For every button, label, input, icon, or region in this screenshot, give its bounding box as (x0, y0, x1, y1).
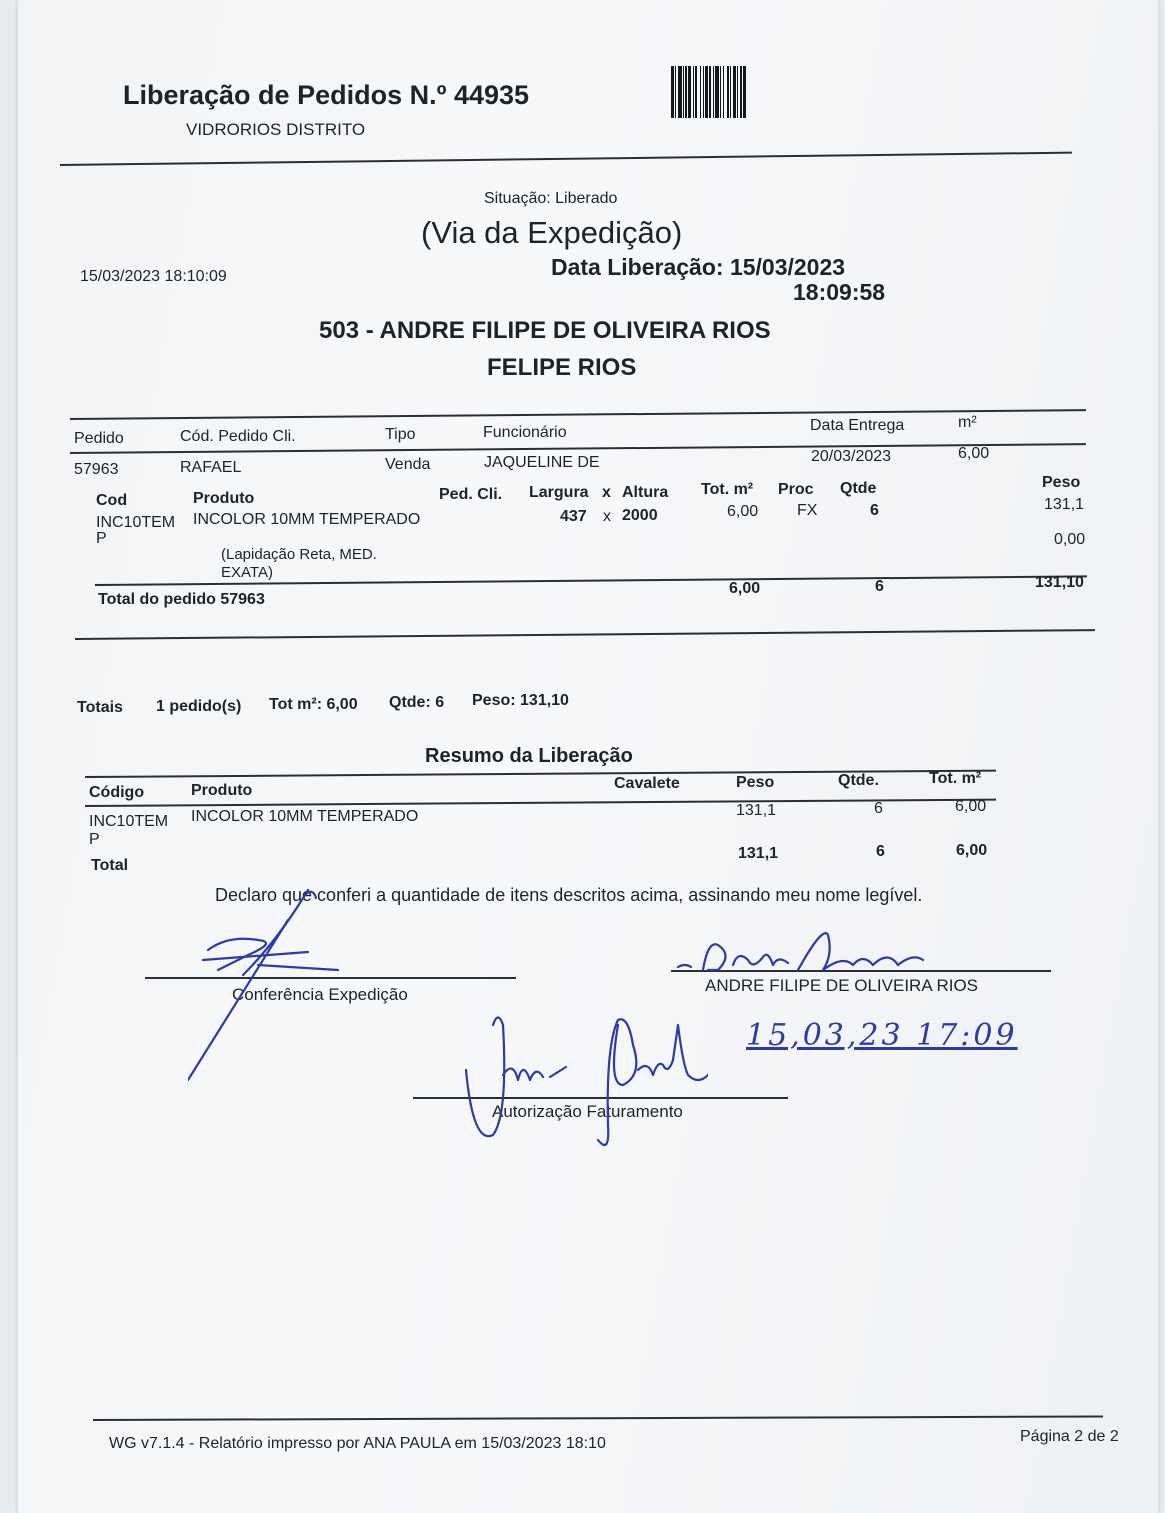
item-col-proc: Proc (778, 481, 814, 498)
order-total-qtde: 6 (875, 578, 884, 595)
item-tot-m2: 6,00 (727, 503, 759, 520)
order-m2: 6,00 (958, 445, 990, 462)
item-processing-note-cont: EXATA) (221, 564, 273, 581)
summary-peso: 131,1 (736, 802, 777, 819)
summary-title: Resumo da Liberação (425, 745, 633, 767)
summary-col-qtde: Qtde. (838, 772, 879, 789)
summary-tot-m2: 6,00 (955, 798, 987, 815)
status-label: Situação: Liberado (484, 190, 618, 207)
col-m2: m² (958, 414, 977, 431)
client-name: 503 - ANDRE FILIPE DE OLIVEIRA RIOS (319, 317, 771, 344)
summary-col-codigo: Código (89, 784, 145, 801)
item-col-produto: Produto (193, 490, 255, 507)
item-col-x: x (602, 484, 611, 501)
order-tipo: Venda (385, 456, 431, 473)
summary-col-tot-m2: Tot. m² (929, 770, 982, 787)
summary-total-tot-m2: 6,00 (956, 842, 988, 859)
item-largura: 437 (560, 508, 587, 525)
client-alias: FELIPE RIOS (487, 354, 637, 381)
item-produto: INCOLOR 10MM TEMPERADO (193, 511, 421, 528)
item-peso: 131,1 (1044, 496, 1085, 513)
col-cod-pedido-cli: Cód. Pedido Cli. (180, 428, 296, 445)
item-col-altura: Altura (622, 484, 669, 501)
col-data-entrega: Data Entrega (810, 417, 905, 434)
autorizacao-label: Autorização Faturamento (492, 1102, 683, 1121)
summary-total-peso: 131,1 (738, 845, 779, 862)
col-pedido: Pedido (74, 430, 124, 447)
item-x: x (603, 508, 611, 525)
header-divider (60, 152, 1072, 166)
item-altura: 2000 (622, 507, 658, 524)
item-sub-peso: 0,00 (1054, 531, 1086, 548)
summary-produto: INCOLOR 10MM TEMPERADO (191, 808, 419, 825)
summary-total-label: Total (91, 857, 129, 874)
summary-col-cavalete: Cavalete (614, 775, 680, 792)
document-sheet (18, 0, 1158, 1513)
col-tipo: Tipo (385, 426, 416, 443)
handwritten-date: 15,03,23 17:09 (746, 1018, 1018, 1053)
declaration-text: Declaro que conferi a quantidade de itens descritos acima, assinando meu nome legível. (215, 885, 923, 905)
totals-m2: Tot m²: 6,00 (269, 696, 358, 713)
autorizacao-signature-scribble (458, 1005, 708, 1155)
totals-peso: Peso: 131,10 (472, 692, 569, 709)
copy-label: (Via da Expedição) (421, 215, 683, 250)
item-col-largura: Largura (529, 484, 589, 501)
order-funcionario: JAQUELINE DE (484, 454, 600, 471)
footer-page-number: Página 2 de 2 (1020, 1428, 1119, 1445)
item-cod-cont: P (96, 530, 107, 547)
conferencia-label: Conferência Expedição (232, 985, 408, 1004)
summary-col-peso: Peso (736, 774, 775, 791)
summary-col-produto: Produto (191, 782, 253, 799)
item-col-qtde: Qtde (840, 480, 877, 497)
totals-label: Totais (77, 699, 123, 716)
barcode (671, 66, 851, 118)
footer-divider (93, 1415, 1103, 1421)
conferencia-signature-scribble (188, 880, 408, 1090)
release-time: 18:09:58 (793, 279, 886, 305)
totals-qtde: Qtde: 6 (389, 694, 445, 711)
summary-qtde: 6 (874, 800, 883, 817)
order-pedido: 57963 (74, 461, 119, 478)
summary-codigo-cont: P (89, 831, 100, 848)
item-col-peso: Peso (1042, 474, 1081, 491)
print-timestamp: 15/03/2023 18:10:09 (80, 268, 227, 285)
order-total-m2: 6,00 (729, 580, 761, 597)
order-total-peso: 131,10 (1035, 574, 1084, 591)
col-funcionario: Funcionário (483, 424, 567, 441)
release-date: Data Liberação: 15/03/2023 (551, 254, 846, 280)
item-cod: INC10TEM (96, 514, 176, 531)
item-col-ped-cli: Ped. Cli. (439, 486, 503, 503)
client-signature-scribble (673, 925, 933, 980)
item-col-cod: Cod (96, 492, 128, 509)
item-processing-note: (Lapidação Reta, MED. (221, 546, 377, 563)
item-qtde: 6 (870, 502, 879, 519)
summary-codigo: INC10TEM (89, 813, 169, 830)
order-total-label: Total do pedido 57963 (98, 591, 265, 608)
summary-total-qtde: 6 (876, 843, 885, 860)
item-proc: FX (797, 502, 818, 519)
order-block-bottom (75, 629, 1095, 640)
document-title: Liberação de Pedidos N.º 44935 (123, 80, 530, 110)
order-divider-top (70, 409, 1086, 420)
client-signature-name: ANDRE FILIPE DE OLIVEIRA RIOS (705, 976, 979, 995)
company-name: VIDRORIOS DISTRITO (186, 120, 366, 139)
totals-pedidos: 1 pedido(s) (156, 698, 242, 715)
footer-printed-by: WG v7.1.4 - Relatório impresso por ANA PAULA em 15/03/2023 18:10 (109, 1435, 606, 1452)
item-col-tot-m2: Tot. m² (701, 481, 754, 498)
order-cod-pedido-cli: RAFAEL (180, 459, 242, 476)
order-data-entrega: 20/03/2023 (811, 448, 892, 465)
